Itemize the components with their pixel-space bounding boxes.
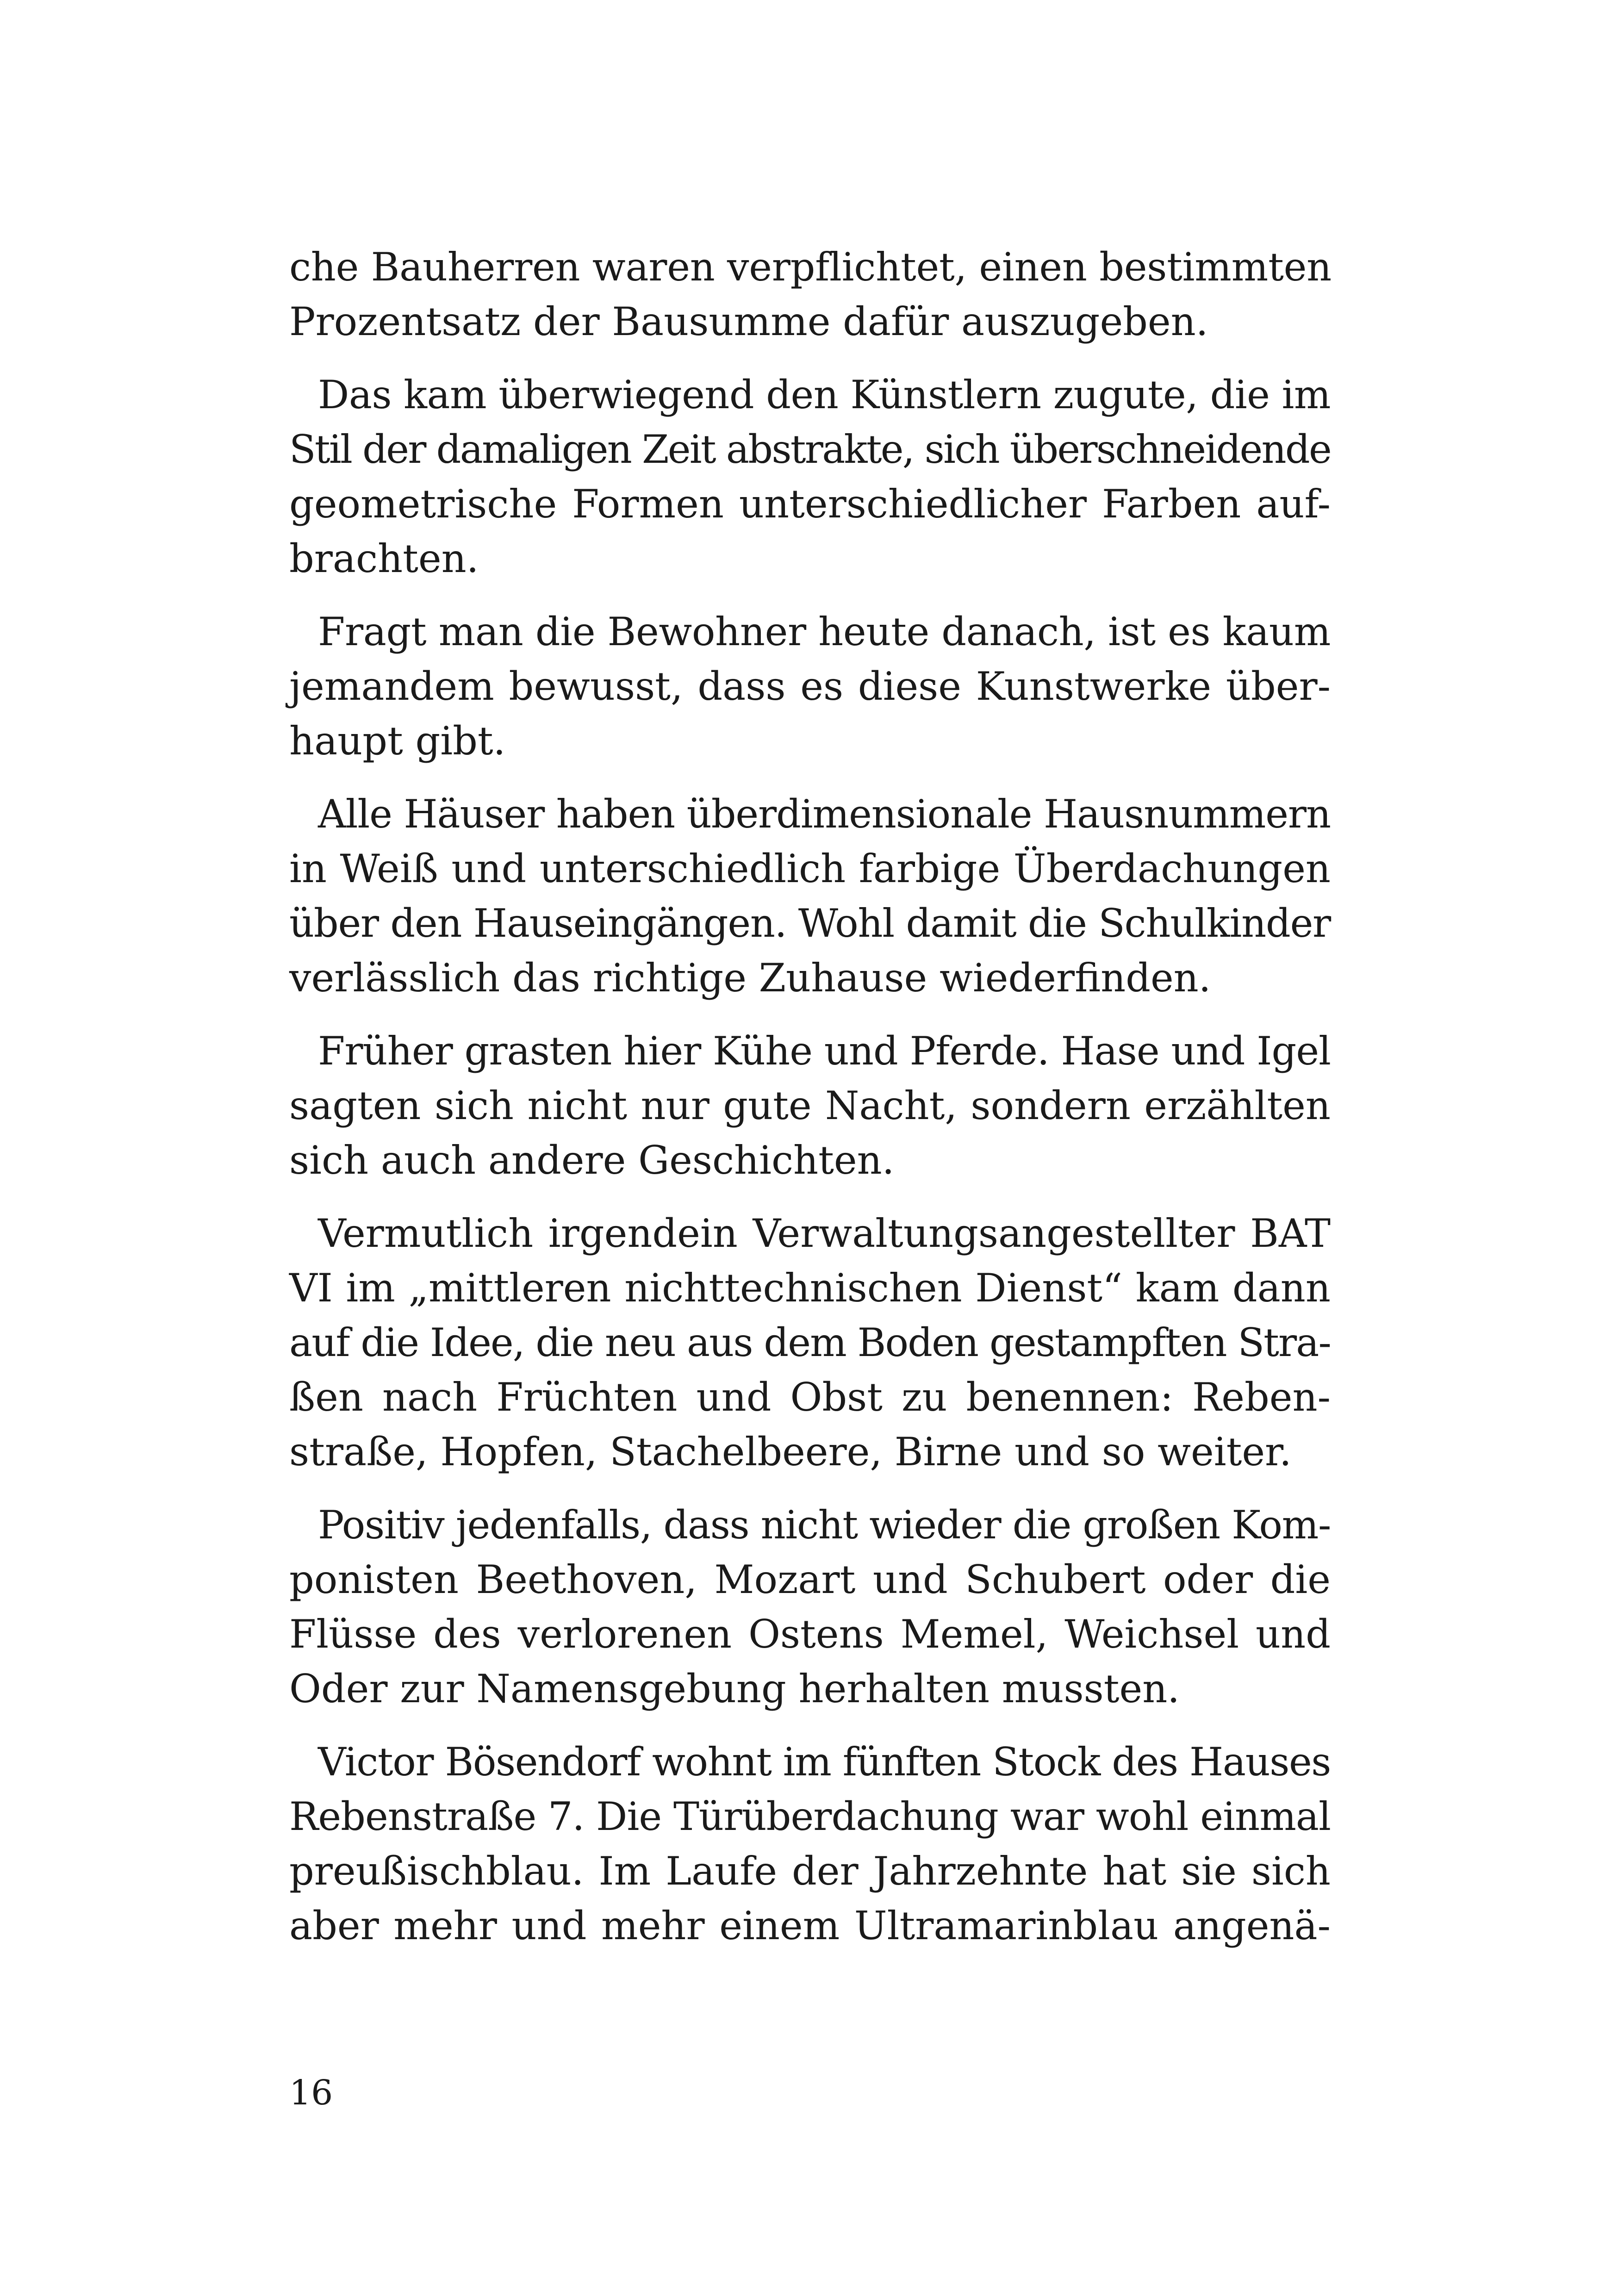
text-line: VI im „mittleren nichttechnischen Dienst“ kam dann	[289, 1265, 1331, 1311]
text-line: Vermutlich irgendein Verwaltungsangestellter BAT	[318, 1211, 1331, 1256]
text-line: preußischblau. Im Laufe der Jahrzehnte hat sie sich	[289, 1848, 1331, 1894]
text-line: Positiv jedenfalls, dass nicht wieder die großen Kom-	[318, 1502, 1331, 1548]
paragraph	[289, 240, 1331, 349]
text-line: sich auch andere Geschichten.	[289, 1138, 895, 1183]
text-line: Victor Bösendorf wohnt im fünften Stock des Hauses	[318, 1739, 1331, 1785]
text-line: haupt gibt.	[289, 718, 506, 764]
text-line: sagten sich nicht nur gute Nacht, sondern erzählten	[289, 1083, 1331, 1128]
text-line: auf die Idee, die neu aus dem Boden gestampften Stra-	[289, 1320, 1331, 1365]
text-line: ponisten Beethoven, Mozart und Schubert oder die	[289, 1557, 1331, 1602]
text-line: Das kam überwiegend den Künstlern zugute, die im	[318, 372, 1331, 417]
paragraph	[289, 1206, 1331, 1479]
text-line: geometrische Formen unterschiedlicher Farben auf-	[289, 481, 1331, 527]
paragraph	[289, 604, 1331, 768]
text-line: verlässlich das richtige Zuhause wiederfinden.	[289, 955, 1211, 1001]
text-line: brachten.	[289, 536, 479, 581]
text-line: Früher grasten hier Kühe und Pferde. Hase und Igel	[318, 1028, 1331, 1074]
paragraph	[289, 1498, 1331, 1716]
text-line: über den Hauseingängen. Wohl damit die Schulkinder	[289, 901, 1331, 946]
text-line: Flüsse des verlorenen Ostens Memel, Weichsel und	[289, 1612, 1331, 1657]
text-line: ßen nach Früchten und Obst zu benennen: Reben-	[289, 1375, 1331, 1420]
paragraph	[289, 787, 1331, 1005]
text-line: aber mehr und mehr einem Ultramarinblau angenä-	[289, 1903, 1331, 1948]
page-number: 16	[289, 2073, 333, 2113]
text-line: in Weiß und unterschiedlich farbige Überdachungen	[289, 846, 1331, 891]
paragraph	[289, 1735, 1331, 1953]
text-line: che Bauherren waren verpflichtet, einen bestimmten	[289, 244, 1332, 290]
text-line: Prozentsatz der Bausumme dafür auszugeben.	[289, 299, 1208, 344]
paragraph	[289, 367, 1331, 586]
text-line: Alle Häuser haben überdimensionale Hausnummern	[318, 791, 1331, 837]
text-line: straße, Hopfen, Stachelbeere, Birne und so weiter.	[289, 1429, 1292, 1475]
text-line: Fragt man die Bewohner heute danach, ist es kaum	[318, 609, 1331, 654]
text-line: Rebenstraße 7. Die Türüberdachung war wohl einmal	[289, 1794, 1331, 1839]
body-text	[289, 240, 1331, 1953]
text-line: jemandem bewusst, dass es diese Kunstwerke über-	[289, 664, 1331, 709]
text-line: Stil der damaligen Zeit abstrakte, sich überschneidende	[289, 427, 1331, 472]
paragraph	[289, 1024, 1331, 1188]
text-line: Oder zur Namensgebung herhalten mussten.	[289, 1666, 1180, 1711]
